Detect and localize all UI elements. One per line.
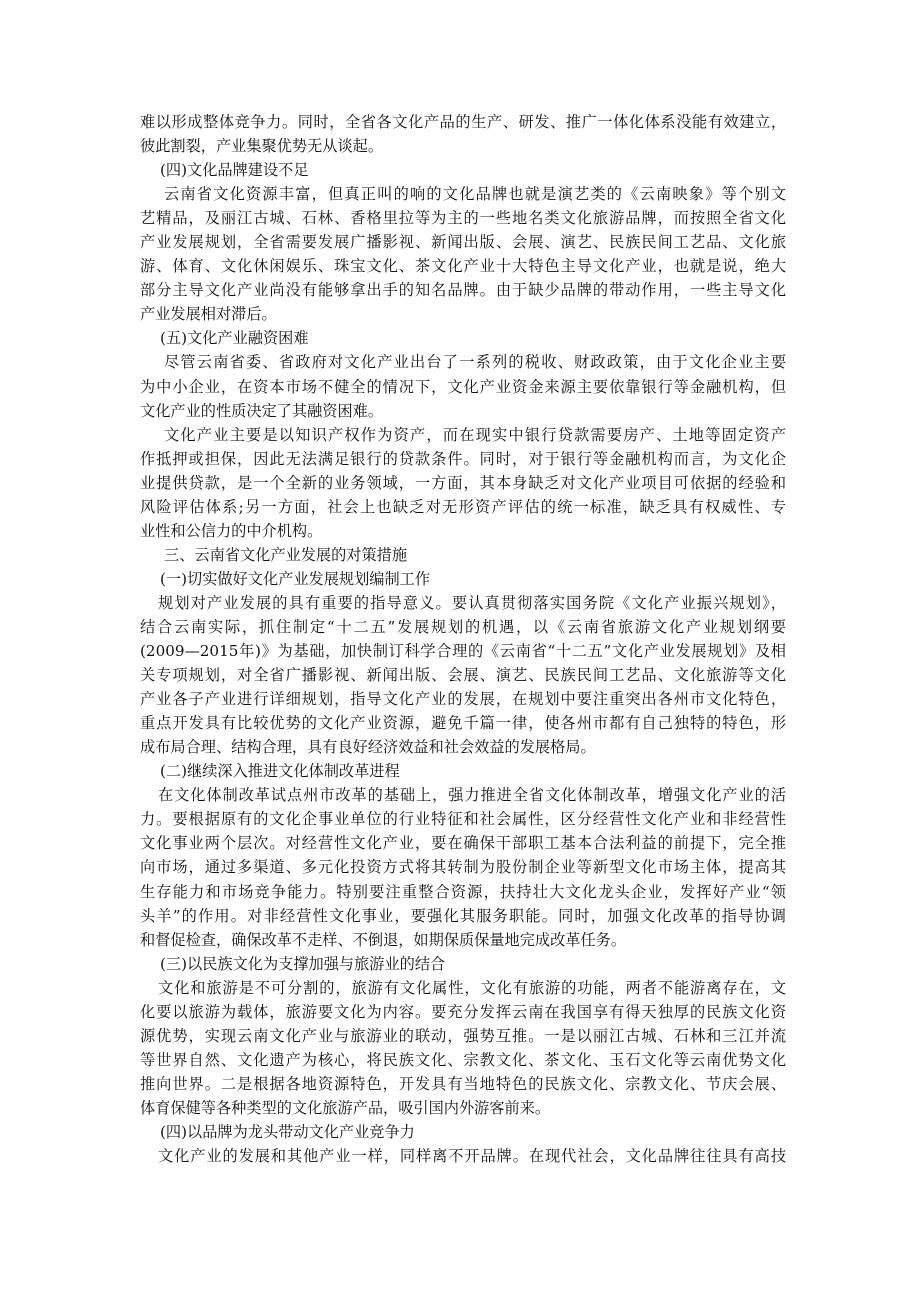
text-line: 作抵押或担保，因此无法满足银行的贷款条件。同时，对于银行等金融机构而言，为文化企 bbox=[140, 449, 786, 468]
text-line: 文化产业主要是以知识产权作为资产，而在现实中银行贷款需要房产、土地等固定资产 bbox=[164, 425, 786, 444]
text-line: 向市场，通过多渠道、多元化投资方式将其转制为股份制企业等新型文化市场主体，提高其 bbox=[140, 858, 786, 877]
text-line: 部分主导文化产业尚没有能够拿出手的知名品牌。由于缺少品牌的带动作用，一些主导文化 bbox=[140, 281, 786, 300]
text-line: 推向世界。二是根据各地资源特色，开发具有当地特色的民族文化、宗教文化、节庆会展、 bbox=[140, 1074, 786, 1093]
text-line: 和督促检查，确保改革不走样、不倒退，如期保质保量地完成改革任务。 bbox=[140, 930, 626, 949]
text-line: 产业发展相对滞后。 bbox=[140, 305, 277, 324]
section-heading: (四)文化品牌建设不足 bbox=[160, 161, 309, 180]
text-line: 等世界自然、文化遗产为核心，将民族文化、宗教文化、茶文化、玉石文化等云南优势文化 bbox=[140, 1050, 786, 1069]
section-heading: (四)以品牌为龙头带动文化产业竞争力 bbox=[160, 1122, 415, 1141]
text-line: 文化和旅游是不可分割的，旅游有文化属性，文化有旅游的功能，两者不能游离存在，文 bbox=[158, 978, 786, 997]
text-line: 重点开发具有比较优势的文化产业资源，避免千篇一律，使各州市都有自己独特的特色，形 bbox=[140, 714, 786, 733]
text-line: (2009—2015年)》为基础，加快制订科学合理的《云南省“十二五”文化产业发展规划》及相 bbox=[140, 642, 786, 661]
text-line: 云南省文化资源丰富，但真正叫的响的文化品牌也就是演艺类的《云南映象》等个别文 bbox=[164, 185, 786, 204]
text-line: 关专项规划，对全省广播影视、新闻出版、会展、演艺、民族民间工艺品、文化旅游等文化 bbox=[140, 666, 786, 685]
section-heading: (五)文化产业融资困难 bbox=[160, 329, 309, 348]
text-line: 业性和公信力的中介机构。 bbox=[140, 521, 323, 540]
text-line: 艺精品，及丽江古城、石林、香格里拉等为主的一些地名类文化旅游品牌，而按照全省文化 bbox=[140, 209, 786, 228]
section-heading: (二)继续深入推进文化体制改革进程 bbox=[160, 762, 400, 781]
text-line: 游、体育、文化休闲娱乐、珠宝文化、茶文化产业十大特色主导文化产业，也就是说，绝大 bbox=[140, 257, 786, 276]
text-line: 体育保健等各种类型的文化旅游产品，吸引国内外游客前来。 bbox=[140, 1098, 551, 1117]
text-line: 在文化体制改革试点州市改革的基础上，强力推进全省文化体制改革，增强文化产业的活 bbox=[158, 786, 786, 805]
text-line: 彼此割裂，产业集聚优势无从谈起。 bbox=[140, 137, 383, 156]
text-line: 源优势，实现云南文化产业与旅游业的联动，强势互推。一是以丽江古城、石林和三江并流 bbox=[140, 1026, 786, 1045]
text-line: 化要以旅游为载体，旅游要文化为内容。要充分发挥云南在我国享有得天独厚的民族文化资 bbox=[140, 1002, 786, 1021]
text-line: 尽管云南省委、省政府对文化产业出台了一系列的税收、财政政策，由于文化企业主要 bbox=[164, 353, 786, 372]
text-line: 风险评估体系;另一方面，社会上也缺乏对无形资产评估的统一标准，缺乏具有权威性、专 bbox=[140, 497, 786, 516]
text-line: 生存能力和市场竞争能力。特别要注重整合资源，扶持壮大文化龙头企业，发挥好产业“领 bbox=[140, 882, 786, 901]
text-line: 难以形成整体竞争力。同时，全省各文化产品的生产、研发、推广一体化体系没能有效建立， bbox=[140, 113, 786, 131]
text-line: 产业发展规划，全省需要发展广播影视、新闻出版、会展、演艺、民族民间工艺品、文化旅 bbox=[140, 233, 786, 252]
text-line: 力。要根据原有的文化企事业单位的行业特征和社会属性，区分经营性文化产业和非经营性 bbox=[140, 810, 786, 829]
document-page bbox=[140, 110, 786, 1168]
text-line: 业提供贷款，是一个全新的业务领域，一方面，其本身缺乏对文化产业项目可依据的经验和 bbox=[140, 473, 786, 492]
chapter-heading: 三、云南省文化产业发展的对策措施 bbox=[164, 545, 407, 564]
text-line: 头羊”的作用。对非经营性文化事业，要强化其服务职能。同时，加强文化改革的指导协调 bbox=[140, 906, 786, 925]
section-heading: (三)以民族文化为支撑加强与旅游业的结合 bbox=[160, 954, 446, 973]
text-line: 文化事业两个层次。对经营性文化产业，要在确保干部职工基本合法利益的前提下，完全推 bbox=[140, 834, 786, 853]
text-line: 结合云南实际，抓住制定“十二五”发展规划的机遇，以《云南省旅游文化产业规划纲要 bbox=[140, 617, 786, 636]
section-heading: (一)切实做好文化产业发展规划编制工作 bbox=[160, 569, 431, 588]
text-line: 为中小企业，在资本市场不健全的情况下，文化产业资金来源主要依靠银行等金融机构，但 bbox=[140, 377, 786, 396]
text-line: 文化产业的性质决定了其融资困难。 bbox=[140, 401, 383, 420]
text-line: 规划对产业发展的具有重要的指导意义。要认真贯彻落实国务院《文化产业振兴规划》， bbox=[158, 593, 786, 612]
text-line: 成布局合理、结构合理，具有良好经济效益和社会效益的发展格局。 bbox=[140, 738, 596, 757]
text-line: 产业各子产业进行详细规划，指导文化产业的发展，在规划中要注重突出各州市文化特色， bbox=[140, 690, 786, 709]
text-line: 文化产业的发展和其他产业一样，同样离不开品牌。在现代社会，文化品牌往往具有高技 bbox=[158, 1147, 786, 1166]
